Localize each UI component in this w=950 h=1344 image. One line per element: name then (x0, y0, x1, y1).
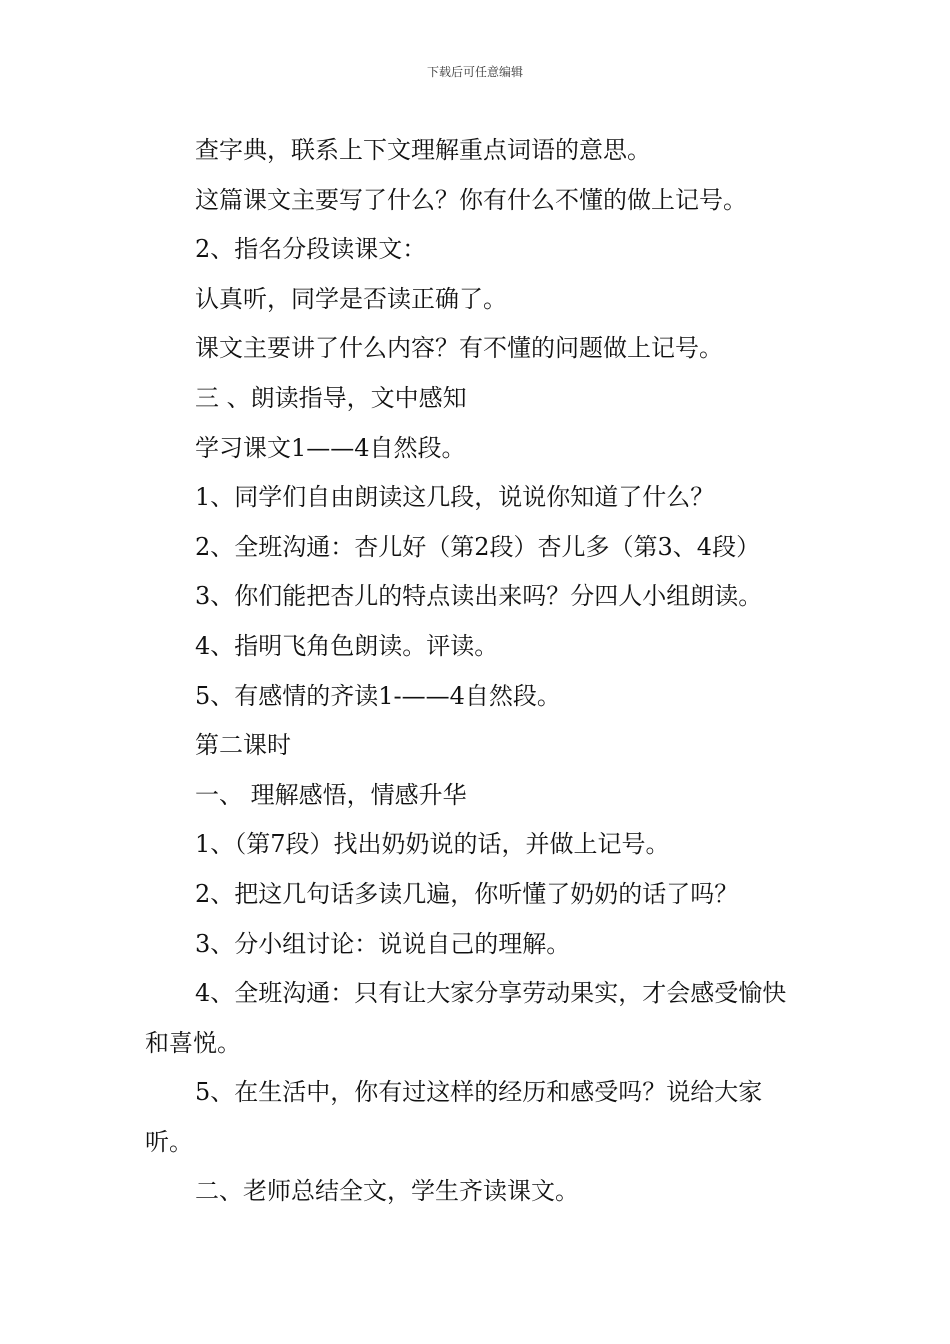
paragraph-15: 1、（第7段）找出奶奶说的话，并做上记号。 (195, 830, 670, 859)
paragraph-8: 1、同学们自由朗读这几段，说说你知道了什么？ (195, 483, 715, 512)
paragraph-4: 认真听，同学是否读正确了。 (195, 284, 507, 313)
paragraph-12: 5、有感情的齐读1-——4自然段。 (195, 681, 561, 710)
document-body (145, 126, 810, 1217)
paragraph-3: 2、指名分段读课文： (195, 235, 427, 264)
section-heading-3: 三 、朗读指导，文中感知 (195, 383, 467, 412)
paragraph-17: 3、分小组讨论：说说自己的理解。 (195, 929, 571, 958)
paragraph-1: 查字典，联系上下文理解重点词语的意思。 (195, 136, 651, 164)
paragraph-18: 4、全班沟通：只有让大家分享劳动果实，才会感受愉快和喜悦。 (145, 979, 787, 1057)
paragraph-9: 2、全班沟通：杏儿好（第2段）杏儿多（第3、4段） (195, 532, 761, 561)
paragraph-7: 学习课文1——4自然段。 (195, 433, 466, 462)
paragraph-2: 这篇课文主要写了什么？你有什么不懂的做上记号。 (195, 185, 747, 214)
paragraph-11: 4、指明飞角色朗读。评读。 (195, 631, 499, 660)
paragraph-16: 2、把这几句话多读几遍，你听懂了奶奶的话了吗？ (195, 879, 739, 908)
paragraph-19: 5、在生活中，你有过这样的经历和感受吗？说给大家听。 (145, 1078, 763, 1156)
lesson-heading: 第二课时 (195, 731, 291, 760)
section-heading-2: 二、老师总结全文，学生齐读课文。 (195, 1177, 579, 1206)
page-header: 下载后可任意编辑 (426, 65, 523, 79)
section-heading-1: 一、 理解感悟，情感升华 (195, 780, 467, 809)
paragraph-10: 3、你们能把杏儿的特点读出来吗？分四人小组朗读。 (195, 582, 763, 611)
paragraph-5: 课文主要讲了什么内容？有不懂的问题做上记号。 (195, 334, 723, 363)
